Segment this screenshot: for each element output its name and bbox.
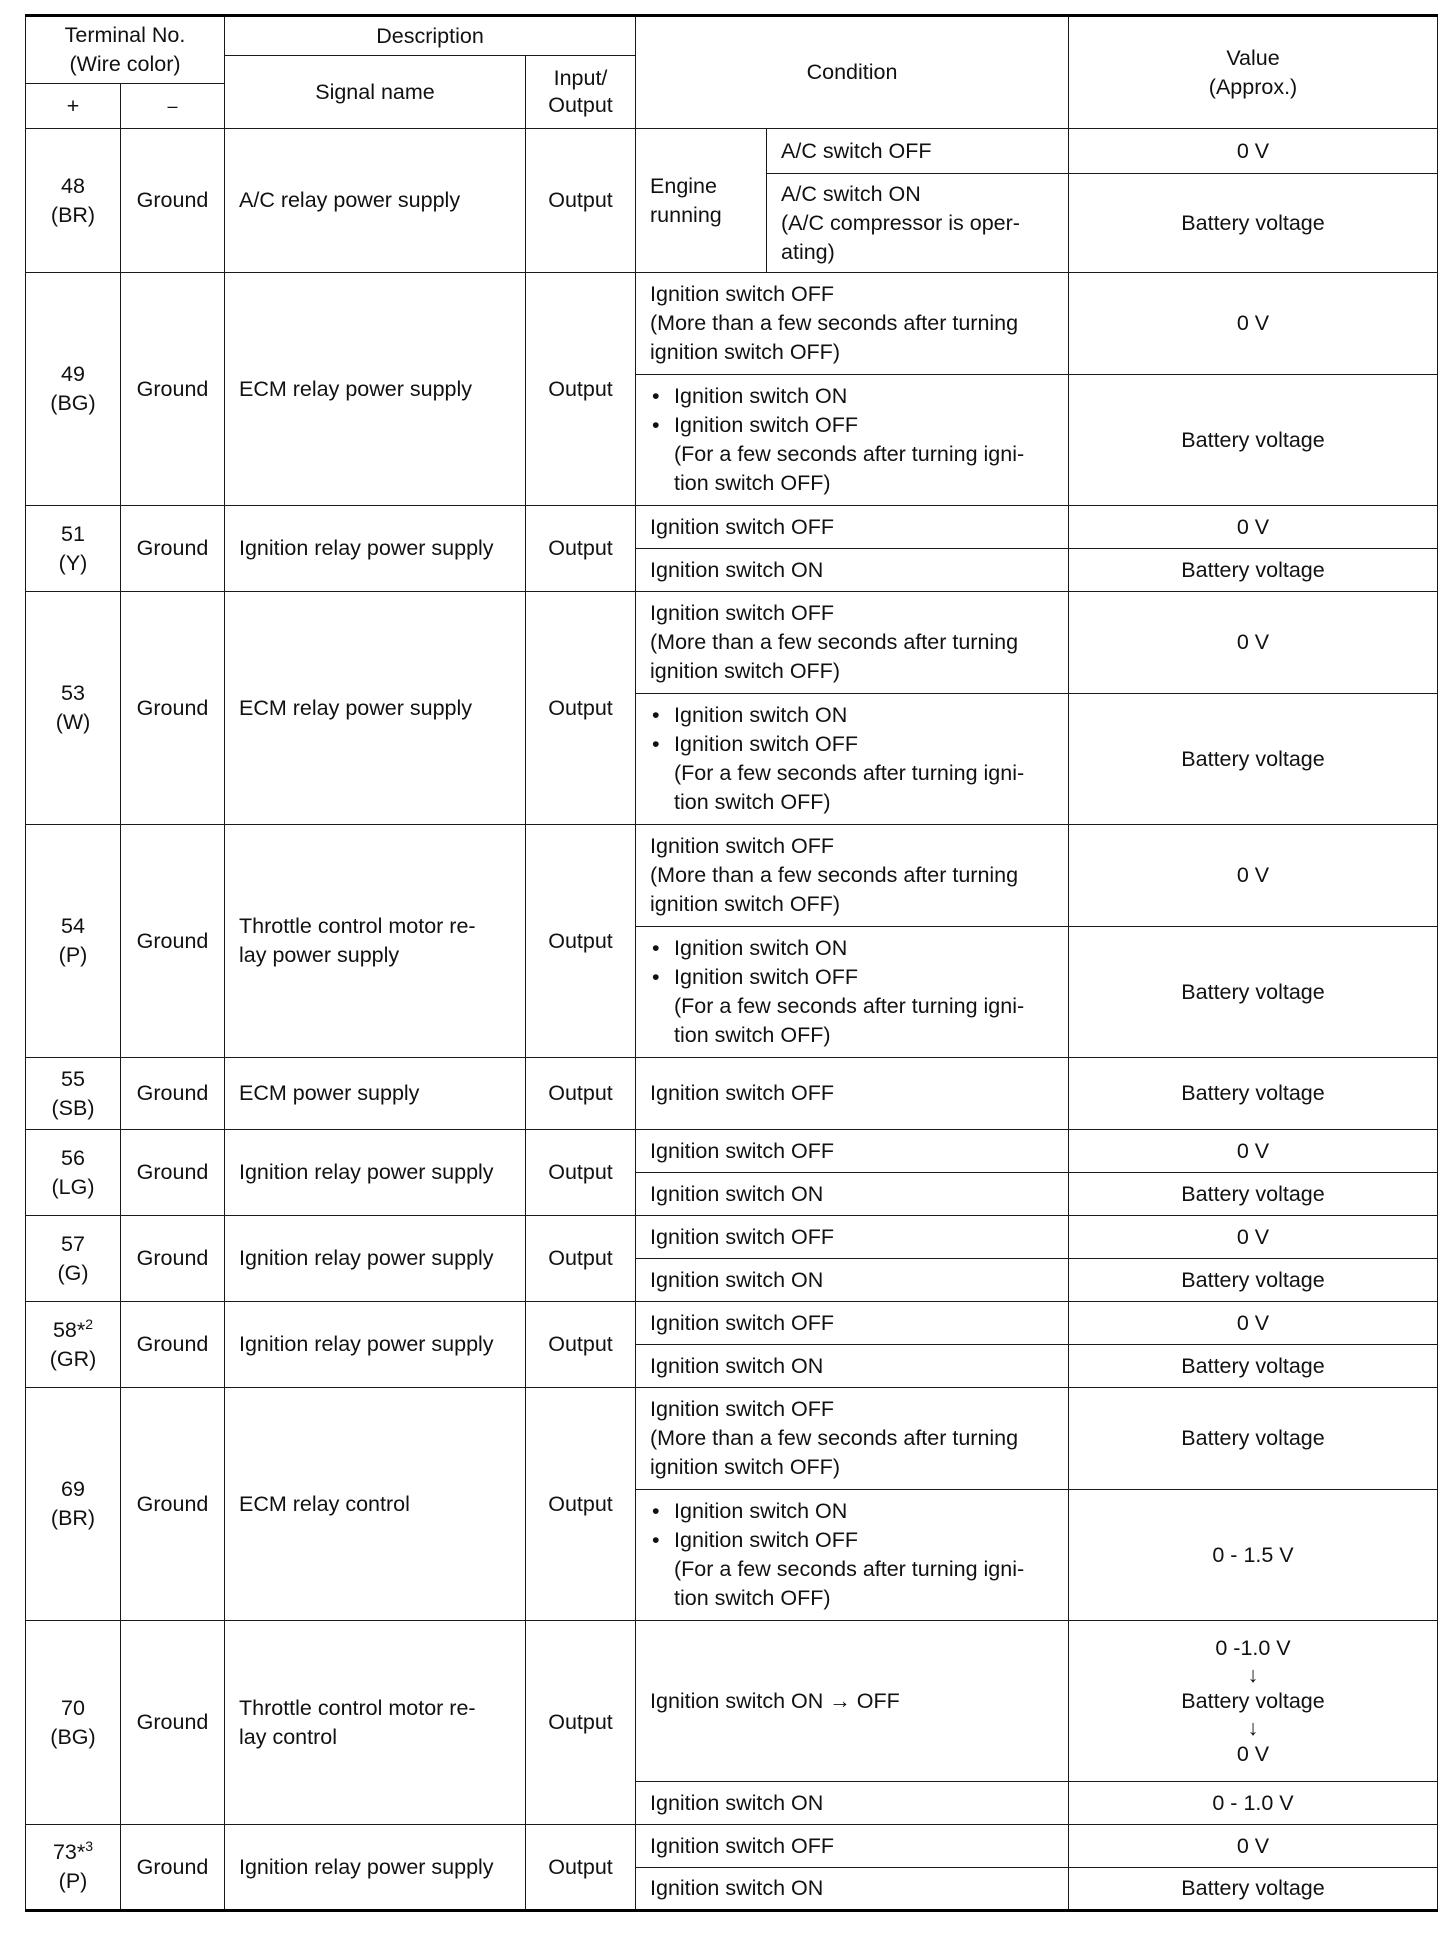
arrow-down-icon: ↓: [1247, 1715, 1259, 1740]
ground-cell: Ground: [121, 1621, 225, 1825]
io-cell: Output: [526, 1130, 636, 1216]
terminal-table: [25, 14, 1438, 1912]
terminal-no: 69 (BR): [26, 1388, 121, 1621]
table-row: [26, 1388, 1438, 1490]
table-row: [26, 1058, 1438, 1130]
value: 0 V: [1069, 1302, 1438, 1345]
table-row: [26, 1130, 1438, 1173]
value: 0 V: [1069, 1130, 1438, 1173]
condition: Ignition switch OFF (More than a few seconds after turning ignition switch OFF): [636, 592, 1069, 694]
signal-name: ECM relay power supply: [225, 592, 526, 825]
value: Battery voltage: [1069, 1388, 1438, 1490]
value: 0 V: [1069, 129, 1438, 174]
terminal-no: 49 (BG): [26, 273, 121, 506]
value: Battery voltage: [1069, 1868, 1438, 1911]
signal-name: ECM relay power supply: [225, 273, 526, 506]
condition: Ignition switch ON: [636, 1782, 1069, 1825]
condition: Ignition switch OFF: [636, 506, 1069, 549]
io-cell: Output: [526, 273, 636, 506]
header-value: Value (Approx.): [1069, 16, 1438, 129]
value: 0 V: [1069, 1216, 1438, 1259]
value: 0 V: [1069, 273, 1438, 375]
io-cell: Output: [526, 1621, 636, 1825]
value: Battery voltage: [1069, 1173, 1438, 1216]
signal-name: Ignition relay power supply: [225, 1130, 526, 1216]
header-signal-name: Signal name: [225, 56, 526, 129]
header-terminal: Terminal No. (Wire color): [26, 16, 225, 84]
arrow-down-icon: ↓: [1247, 1662, 1259, 1687]
terminal-no: 54 (P): [26, 825, 121, 1058]
value: 0 V: [1069, 506, 1438, 549]
ground-cell: Ground: [121, 1216, 225, 1302]
io-cell: Output: [526, 506, 636, 592]
signal-name: Ignition relay power supply: [225, 506, 526, 592]
value: Battery voltage: [1069, 375, 1438, 506]
condition: Ignition switch ON: [636, 549, 1069, 592]
condition-group: Engine running: [636, 129, 767, 273]
ground-cell: Ground: [121, 506, 225, 592]
signal-name: Ignition relay power supply: [225, 1825, 526, 1911]
io-cell: Output: [526, 825, 636, 1058]
io-cell: Output: [526, 129, 636, 273]
value: 0 - 1.0 V: [1069, 1782, 1438, 1825]
ground-cell: Ground: [121, 1825, 225, 1911]
value: Battery voltage: [1069, 1345, 1438, 1388]
table-row: [26, 1825, 1438, 1868]
ground-cell: Ground: [121, 273, 225, 506]
condition: Ignition switch ON: [636, 1868, 1069, 1911]
condition: Ignition switch OFF: [636, 1130, 1069, 1173]
condition: Ignition switch OFF (More than a few seconds after turning ignition switch OFF): [636, 273, 1069, 375]
header-condition: Condition: [636, 16, 1069, 129]
condition: Ignition switch ON: [636, 1345, 1069, 1388]
terminal-no: 53 (W): [26, 592, 121, 825]
signal-name: Ignition relay power supply: [225, 1216, 526, 1302]
table-row: [26, 506, 1438, 549]
header-input-output: Input/ Output: [526, 56, 636, 129]
condition: Ignition switch ON: [636, 1173, 1069, 1216]
terminal-no: 58*$^2$ (GR): [26, 1302, 121, 1388]
signal-name: ECM relay control: [225, 1388, 526, 1621]
condition: A/C switch OFF: [767, 129, 1069, 174]
signal-name: A/C relay power supply: [225, 129, 526, 273]
header-description: Description: [225, 16, 636, 56]
table-row: [26, 592, 1438, 694]
condition: • Ignition switch ON • Ignition switch OFF (For a few seconds after turning igni- tion switch OFF): [636, 375, 1069, 506]
signal-name: ECM power supply: [225, 1058, 526, 1130]
terminal-no: 73*$^3$ (P): [26, 1825, 121, 1911]
ground-cell: Ground: [121, 825, 225, 1058]
condition: Ignition switch OFF: [636, 1302, 1069, 1345]
condition: Ignition switch OFF: [636, 1216, 1069, 1259]
condition: Ignition switch OFF: [636, 1058, 1069, 1130]
condition: • Ignition switch ON • Ignition switch OFF (For a few seconds after turning igni- tion switch OFF): [636, 927, 1069, 1058]
terminal-no: 57 (G): [26, 1216, 121, 1302]
terminal-no: 51 (Y): [26, 506, 121, 592]
value: 0 V: [1069, 592, 1438, 694]
value: Battery voltage: [1069, 694, 1438, 825]
io-cell: Output: [526, 1388, 636, 1621]
ground-cell: Ground: [121, 1388, 225, 1621]
condition: Ignition switch OFF (More than a few seconds after turning ignition switch OFF): [636, 1388, 1069, 1490]
header-minus: –: [121, 84, 225, 129]
header-plus: +: [26, 84, 121, 129]
condition: • Ignition switch ON • Ignition switch OFF (For a few seconds after turning igni- tion switch OFF): [636, 694, 1069, 825]
condition: Ignition switch OFF: [636, 1825, 1069, 1868]
value: 0 V: [1069, 1825, 1438, 1868]
table-row: [26, 825, 1438, 927]
table-row: [26, 1216, 1438, 1259]
io-cell: Output: [526, 1058, 636, 1130]
value: Battery voltage: [1069, 549, 1438, 592]
value: 0 - 1.5 V: [1069, 1490, 1438, 1621]
value: Battery voltage: [1069, 927, 1438, 1058]
value: 0 V: [1069, 825, 1438, 927]
terminal-no: 55 (SB): [26, 1058, 121, 1130]
condition: • Ignition switch ON • Ignition switch OFF (For a few seconds after turning igni- tion switch OFF): [636, 1490, 1069, 1621]
condition: Ignition switch ON: [636, 1259, 1069, 1302]
ground-cell: Ground: [121, 1130, 225, 1216]
value: Battery voltage: [1069, 1259, 1438, 1302]
ground-cell: Ground: [121, 1302, 225, 1388]
signal-name: Throttle control motor re- lay control: [225, 1621, 526, 1825]
ground-cell: Ground: [121, 1058, 225, 1130]
terminal-no: 70 (BG): [26, 1621, 121, 1825]
terminal-no: 56 (LG): [26, 1130, 121, 1216]
terminal-no: 48 (BR): [26, 129, 121, 273]
table-row: [26, 273, 1438, 375]
ground-cell: Ground: [121, 129, 225, 273]
ground-cell: Ground: [121, 592, 225, 825]
io-cell: Output: [526, 1216, 636, 1302]
condition: A/C switch ON (A/C compressor is oper- ating): [767, 174, 1069, 273]
io-cell: Output: [526, 1825, 636, 1911]
value: 0 -1.0 V ↓ Battery voltage ↓ 0 V: [1069, 1621, 1438, 1782]
condition: Ignition switch OFF (More than a few seconds after turning ignition switch OFF): [636, 825, 1069, 927]
signal-name: Ignition relay power supply: [225, 1302, 526, 1388]
value: Battery voltage: [1069, 174, 1438, 273]
condition: Ignition switch ON → OFF: [636, 1621, 1069, 1782]
signal-name: Throttle control motor re- lay power supply: [225, 825, 526, 1058]
table-row: [26, 1621, 1438, 1782]
value: Battery voltage: [1069, 1058, 1438, 1130]
table-row: [26, 129, 1438, 174]
table-row: [26, 1302, 1438, 1345]
io-cell: Output: [526, 592, 636, 825]
io-cell: Output: [526, 1302, 636, 1388]
